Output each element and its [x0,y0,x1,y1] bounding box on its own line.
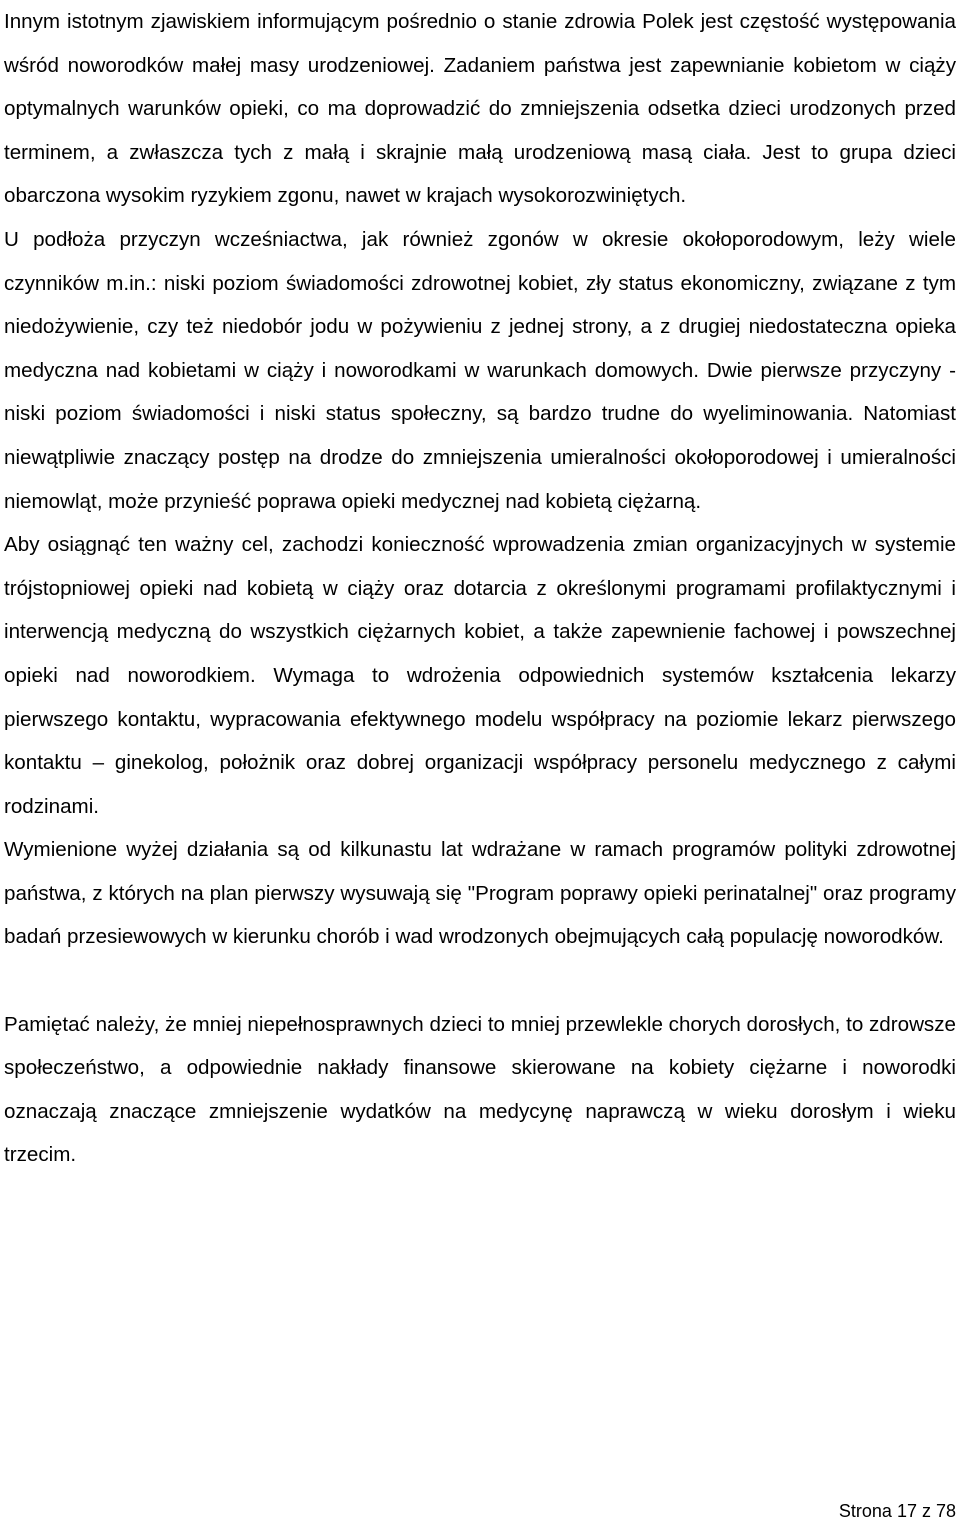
document-page [4,0,956,1177]
paragraph-prematurity-causes: U podłoża przyczyn wcześniactwa, jak również zgonów w okresie okołoporodowym, leży wiele czynników m.in.: niski poziom świadomości zdrowotnej kobiet, zły status ekonomiczny, związane z tym niedożywienie, czy też niedobór jodu w pożywieniu z jednej strony, a z drugiej niedostateczna opieka medyczna nad kobietami w ciąży i noworodkami w warunkach domowych. Dwie pierwsze przyczyny - niski poziom świadomości i niski status społeczny, są bardzo trudne do wyeliminowania. Natomiast niewątpliwie znaczący postęp na drodze do zmniejszenia umieralności okołoporodowej i umieralności niemowląt, może przynieść poprawa opieki medycznej nad kobietą ciężarną. [4,227,956,513]
paragraph-birth-weight: Innym istotnym zjawiskiem informującym pośrednio o stanie zdrowia Polek jest częstość występowania wśród noworodków małej masy urodzeniowej. Zadaniem państwa jest zapewnianie kobietom w ciąży optymalnych warunków opieki, co ma doprowadzić do zmniejszenia odsetka dzieci urodzonych przed terminem, a zwłaszcza tych z małą i skrajnie małą urodzeniową masą ciała. Jest to grupa dzieci obarczona wysokim ryzykiem zgonu, nawet w krajach wysokorozwiniętych. [4,10,956,208]
paragraph-health-programs: Wymienione wyżej działania są od kilkunastu lat wdrażane w ramach programów polityki zdrowotnej państwa, z których na plan pierwszy wysuwają się "Program poprawy opieki perinatalnej" oraz programy badań przesiewowych w kierunku chorób i wad wrodzonych obejmujących całą populację noworodków. [4,838,956,949]
page-number: Strona 17 z 78 [838,1501,956,1521]
paragraph-conclusion: Pamiętać należy, że mniej niepełnosprawnych dzieci to mniej przewlekle chorych dorosłych, to zdrowsze społeczeństwo, a odpowiednie nakłady finansowe skierowane na kobiety ciężarne i noworodki oznaczają znaczące zmniejszenie wydatków na medycynę naprawczą w wieku dorosłym i wieku trzecim. [4,1012,956,1167]
paragraph-organizational-changes: Aby osiągnąć ten ważny cel, zachodzi konieczność wprowadzenia zmian organizacyjnych w systemie trójstopniowej opieki nad kobietą w ciąży oraz dotarcia z określonymi programami profilaktycznymi i interwencją medyczną do wszystkich ciężarnych kobiet, a także zapewnienie fachowej i powszechnej opieki nad noworodkiem. Wymaga to wdrożenia odpowiednich systemów kształcenia lekarzy pierwszego kontaktu, wypracowania efektywnego modelu współpracy na poziomie lekarz pierwszego kontaktu – ginekolog, położnik oraz dobrej organizacji współpracy personelu medycznego z całymi rodzinami. [4,533,956,818]
